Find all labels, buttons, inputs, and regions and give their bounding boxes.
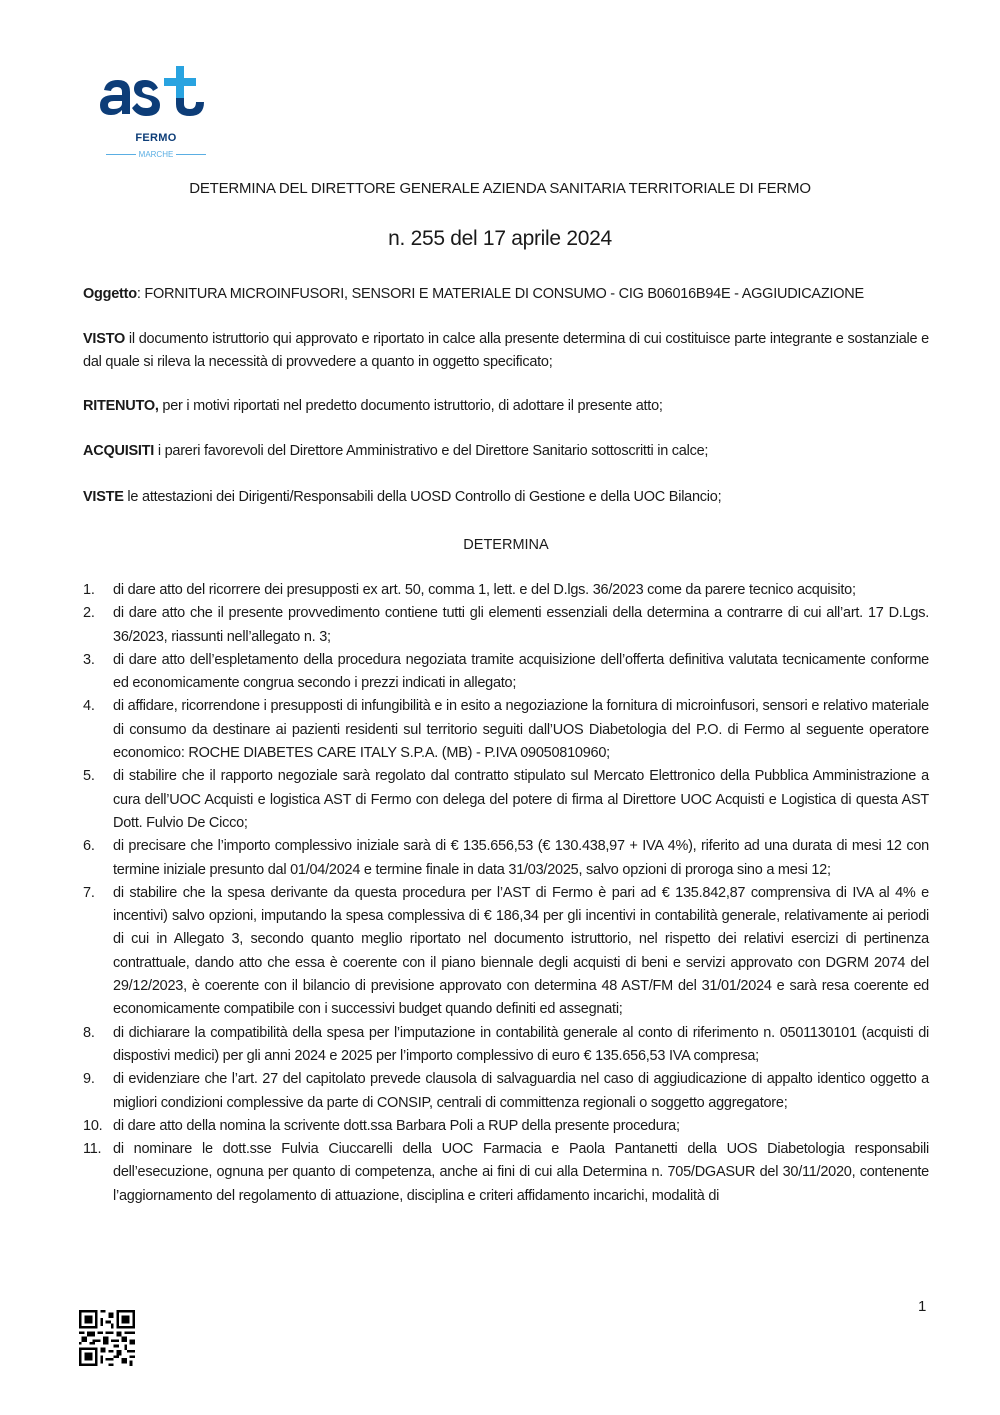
premise-text: le attestazioni dei Dirigenti/Responsabili della UOSD Controllo di Gestione e della UOC Bilancio; (123, 489, 722, 505)
qr-code-icon (79, 1310, 135, 1366)
premise-viste (83, 486, 929, 509)
determina-items-list (83, 579, 929, 1208)
list-item (83, 579, 929, 602)
premise-keyword: ACQUISITI (83, 443, 155, 459)
item-text: di dare atto dell’espletamento della procedura negoziata tramite acquisizione dell’offerta definitiva valutata tecnicamente conforme ed economicamente congrua secondo i prezzi indicati in allegato; (113, 651, 929, 692)
list-item (83, 882, 929, 1022)
list-item (83, 602, 929, 649)
premise-keyword: VISTO (83, 331, 125, 347)
logo-city: FERMO (135, 132, 177, 144)
list-item (83, 765, 929, 835)
item-text: di dichiarare la compatibilità della spesa per l’imputazione in contabilità generale al conto di riferimento n. 0501130101 (acquisti di dispostivi medici) per gli anni 2024 e 2025 per l’importo complessivo di euro € 135.656,53 IVA compresa; (113, 1024, 929, 1064)
page-number: 1 (918, 1298, 927, 1315)
item-number: 1. (83, 582, 95, 598)
ast-logo-icon (96, 62, 216, 130)
document-number: n. 255 del 17 aprile 2024 (388, 227, 612, 250)
item-number: 7. (83, 884, 95, 901)
item-number: 3. (83, 651, 95, 668)
item-text: di affidare, ricorrendone i presupposti di infungibilità e in esito a negoziazione la fornitura di microinfusori, sensori e relativo materiale di consumo da destinare ai pazienti residenti sul territorio seguiti dall’UOS Diabetologia del P.O. di Fermo al seguente operatore economico: ROCHE DIABETES CARE ITALY S.P.A. (MB) - P.IVA 09050810960; (113, 698, 929, 762)
list-item (83, 695, 929, 765)
item-text: di dare atto del ricorrere dei presupposti ex art. 50, comma 1, lett. e del D.lgs. 36/2023 come da parere tecnico acquisito; (113, 582, 856, 598)
premise-ritenuto (83, 395, 929, 418)
list-item (83, 1068, 929, 1115)
premise-keyword: VISTE (83, 489, 124, 505)
item-text: di precisare che l’importo complessivo iniziale sarà di € 135.656,53 (€ 130.438,97 + IVA 4%), riferito ad una durata di mesi 12 con termine iniziale presunto dal 01/04/2024 e termine finale in data 31/03/2025, salvo opzioni di proroga sino a mesi 12; (113, 838, 929, 878)
ast-fermo-logo (96, 62, 216, 162)
premise-text: per i motivi riportati nel predetto documento istruttorio, di adottare il presente atto; (158, 398, 663, 414)
premise-text: i pareri favorevoli del Direttore Amministrativo e del Direttore Sanitario sottoscritti in calce; (154, 443, 709, 459)
item-number: 10. (83, 1117, 103, 1134)
premise-visto (83, 328, 929, 374)
oggetto-text: : FORNITURA MICROINFUSORI, SENSORI E MATERIALE DI CONSUMO - CIG B06016B94E - AGGIUDICAZIONE (136, 286, 864, 302)
item-number: 2. (83, 605, 95, 622)
premise-keyword: RITENUTO, (83, 398, 159, 414)
oggetto-paragraph (83, 283, 929, 306)
item-number: 11. (83, 1141, 102, 1158)
list-item (83, 1022, 929, 1069)
item-number: 6. (83, 838, 95, 855)
oggetto-label: Oggetto (83, 286, 137, 302)
list-item (83, 1115, 929, 1138)
premise-text: il documento istruttorio qui approvato e riportato in calce alla presente determina di cui costituisce parte integrante e sostanziale e dal quale si rileva la necessità di provvedere a quanto in oggetto specificato; (83, 331, 929, 370)
item-text: di dare atto che il presente provvedimento contiene tutti gli elementi essenziali della determina a contrarre di cui all’art. 17 D.Lgs. 36/2023, riassunti nell’allegato n. 3; (113, 605, 929, 645)
item-number: 4. (83, 698, 95, 715)
item-text: di nominare le dott.sse Fulvia Ciuccarelli della UOC Farmacia e Paola Pantanetti della UOS Diabetologia responsabili dell’esecuzione, ognuna per quanto di competenza, anche ai fini di cui alla Determina n. 705/DGASUR del 30/11/2020, contenente l’aggiornamento del regolamento di attuazione, disciplina e criteri affidamento incarichi, modalità di (113, 1141, 929, 1204)
item-number: 8. (83, 1024, 95, 1041)
item-number: 5. (83, 768, 95, 785)
list-item (83, 1138, 929, 1208)
item-text: di stabilire che il rapporto negoziale sarà regolato dal contratto stipulato sul Mercato Elettronico della Pubblica Amministrazione a cura dell’UOC Acquisti e logistica AST di Fermo con delega del potere di firma al Direttore UOC Acquisti e Logistica di questa AST Dott. Fulvio De Cicco; (113, 768, 929, 831)
item-text: di dare atto della nomina la scrivente dott.ssa Barbara Poli a RUP della presente procedura; (113, 1117, 680, 1134)
item-text: di evidenziare che l’art. 27 del capitolato prevede clausola di salvaguardia nel caso di aggiudicazione di appalto identico oggetto a migliori condizioni complessive da parte di CONSIP, centrali di committenza regionali o soggetto aggregatore; (113, 1071, 929, 1111)
item-number: 9. (83, 1071, 95, 1088)
list-item (83, 649, 929, 696)
premise-acquisiti (83, 440, 929, 463)
document-header: DETERMINA DEL DIRETTORE GENERALE AZIENDA SANITARIA TERRITORIALE DI FERMO (189, 180, 811, 197)
logo-region: MARCHE (96, 150, 216, 159)
list-item (83, 835, 929, 882)
determina-heading: DETERMINA (463, 537, 549, 553)
item-text: di stabilire che la spesa derivante da questa procedura per l’AST di Fermo è pari ad € 135.842,87 comprensiva di IVA al 4% e incentivi) salvo opzioni, imputando la spesa complessiva di € 186,34 per gli incentivi in contabilità generale, relativamente ai periodi di cui in Allegato 3, secondo quanto meglio riportato nel documento istruttorio, nel rispetto dei relativi esercizi di pertinenza contrattuale, dando atto che essa è coerente con il piano biennale degli acquisti di beni e servizi approvato con DGRM 2074 del 29/12/2023, è coerente con il bilancio di previsione approvato con determina 48 AST/FM del 31/01/2024 e sarà resa coerente ed economicamente compatibile con i successivi budget quando definiti ed assegnati; (113, 884, 929, 1018)
